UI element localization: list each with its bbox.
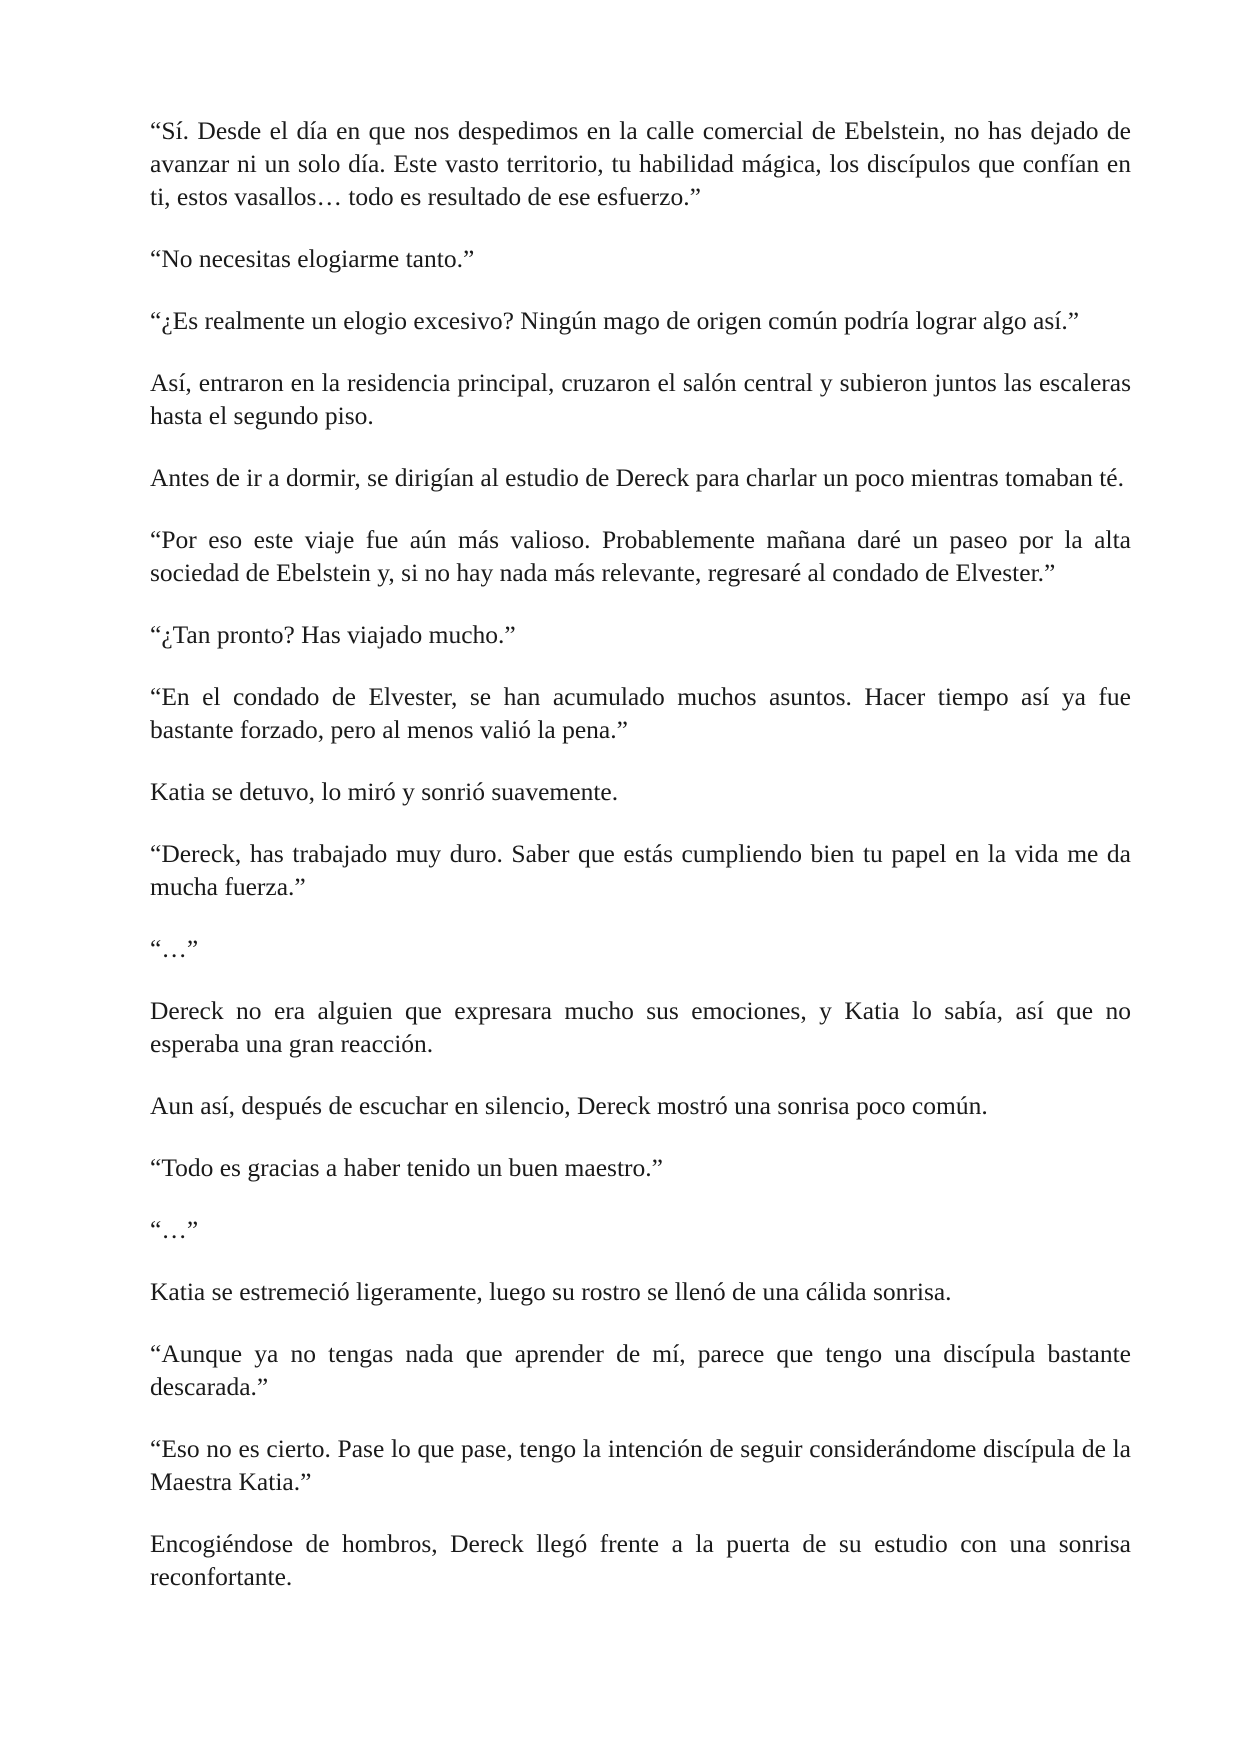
paragraph: “…”	[150, 934, 199, 963]
paragraph: “…”	[150, 1215, 199, 1244]
paragraph: “Por eso este viaje fue aún más valioso. Probablemente mañana daré un paseo por la alta sociedad de Ebelstein y, si no hay nada más relevante, regresaré al condado de Elvester.”	[150, 525, 1131, 587]
paragraph: Katia se detuvo, lo miró y sonrió suavemente.	[150, 777, 619, 806]
paragraph: “Aunque ya no tengas nada que aprender de mí, parece que tengo una discípula bastante descarada.”	[150, 1339, 1131, 1401]
paragraph: “Todo es gracias a haber tenido un buen maestro.”	[150, 1153, 663, 1182]
paragraph: Así, entraron en la residencia principal, cruzaron el salón central y subieron juntos las escaleras hasta el segundo piso.	[150, 368, 1131, 430]
paragraph: “Dereck, has trabajado muy duro. Saber que estás cumpliendo bien tu papel en la vida me da mucha fuerza.”	[150, 839, 1131, 901]
paragraph: Dereck no era alguien que expresara mucho sus emociones, y Katia lo sabía, así que no esperaba una gran reacción.	[150, 996, 1131, 1058]
paragraph: “Eso no es cierto. Pase lo que pase, tengo la intención de seguir considerándome discípula de la Maestra Katia.”	[150, 1434, 1131, 1496]
paragraph: “¿Es realmente un elogio excesivo? Ningún mago de origen común podría lograr algo así.”	[150, 306, 1080, 335]
document-page	[150, 114, 1131, 1622]
paragraph: “No necesitas elogiarme tanto.”	[150, 244, 475, 273]
paragraph: “¿Tan pronto? Has viajado mucho.”	[150, 620, 516, 649]
paragraph: Katia se estremeció ligeramente, luego su rostro se llenó de una cálida sonrisa.	[150, 1277, 952, 1306]
paragraph: “Sí. Desde el día en que nos despedimos en la calle comercial de Ebelstein, no has dejado de avanzar ni un solo día. Este vasto territorio, tu habilidad mágica, los discípulos que confían en ti, estos vasallos… todo es resultado de ese esfuerzo.”	[150, 116, 1131, 211]
paragraph: “En el condado de Elvester, se han acumulado muchos asuntos. Hacer tiempo así ya fue bastante forzado, pero al menos valió la pena.”	[150, 682, 1131, 744]
paragraph: Encogiéndose de hombros, Dereck llegó frente a la puerta de su estudio con una sonrisa reconfortante.	[150, 1529, 1131, 1591]
paragraph: Aun así, después de escuchar en silencio, Dereck mostró una sonrisa poco común.	[150, 1091, 988, 1120]
paragraph: Antes de ir a dormir, se dirigían al estudio de Dereck para charlar un poco mientras tomaban té.	[150, 463, 1124, 492]
